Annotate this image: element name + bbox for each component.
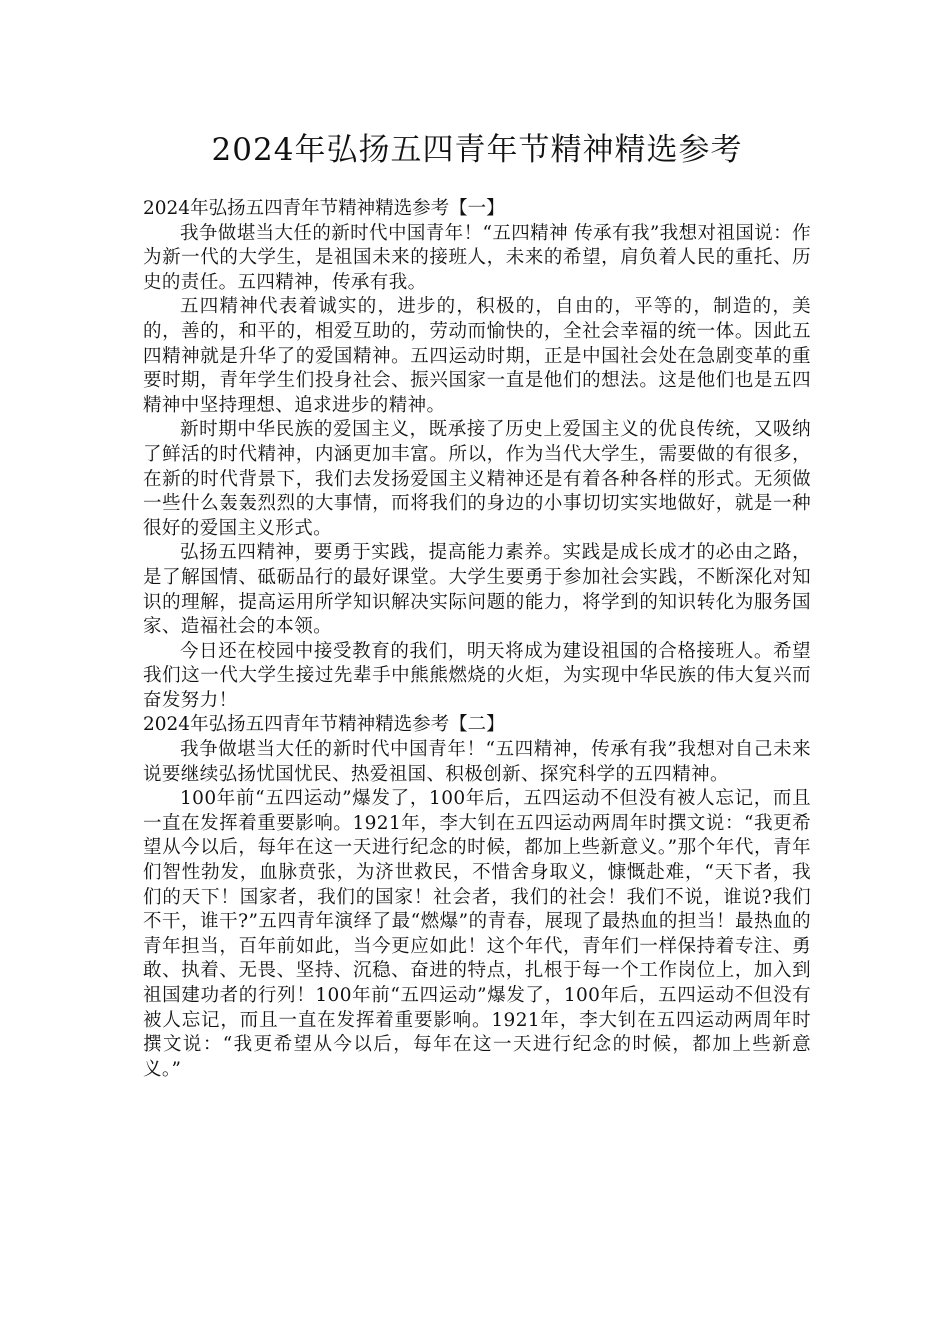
section-1-paragraph-3: 新时期中华民族的爱国主义，既承接了历史上爱国主义的优良传统，又吸纳了鲜活的时代精神，内涵更加丰富。所以，作为当代大学生，需要做的有很多，在新的时代背景下，我们去发扬爱国主义精神还是有着各种各样的形式。无须做一些什么轰轰烈烈的大事情，而将我们的身边的小事切切实实地做好，就是一种很好的爱国主义形式。 — [143, 419, 811, 539]
section-1-paragraph-1: 我争做堪当大任的新时代中国青年！“五四精神 传承有我”我想对祖国说：作为新一代的大学生，是祖国未来的接班人，未来的希望，肩负着人民的重托、历史的责任。五四精神，传承有我。 — [143, 222, 811, 293]
document-title: 2024年弘扬五四青年节精神精选参考 — [211, 132, 743, 168]
document-page — [143, 125, 811, 1082]
section-1 — [143, 197, 811, 713]
section-1-heading: 2024年弘扬五四青年节精神精选参考【一】 — [143, 198, 505, 219]
section-1-paragraph-5: 今日还在校园中接受教育的我们，明天将成为建设祖国的合格接班人。希望我们这一代大学生接过先辈手中熊熊燃烧的火炬，为实现中华民族的伟大复兴而奋发努力！ — [143, 640, 811, 711]
section-2-paragraph-2: 100年前“五四运动”爆发了，100年后，五四运动不但没有被人忘记，而且一直在发挥着重要影响。1921年，李大钊在五四运动两周年时撰文说：“我更希望从今以后，每年在这一天进行纪念的时候，都加上些新意义。”那个年代，青年们智性勃发，血脉贲张，为济世救民，不惜舍身取义，慷慨赴难，“天下者，我们的天下！国家者，我们的国家！社会者，我们的社会！我们不说，谁说?我们不干，谁干?”五四青年演绎了最“燃爆”的青春，展现了最热血的担当！最热血的青年担当，百年前如此，当今更应如此！这个年代，青年们一样保持着专注、勇敢、执着、无畏、坚持、沉稳、奋进的特点，扎根于每一个工作岗位上，加入到祖国建功者的行列！100年前“五四运动”爆发了，100年后，五四运动不但没有被人忘记，而且一直在发挥着重要影响。1921年，李大钊在五四运动两周年时撰文说：“我更希望从今以后，每年在这一天进行纪念的时候，都加上些新意义。” — [143, 788, 811, 1080]
section-2-paragraph-1: 我争做堪当大任的新时代中国青年！“五四精神，传承有我”我想对自己未来说要继续弘扬忧国忧民、热爱祖国、积极创新、探究科学的五四精神。 — [143, 739, 811, 785]
section-1-paragraph-4: 弘扬五四精神，要勇于实践，提高能力素养。实践是成长成才的必由之路，是了解国情、砥砺品行的最好课堂。大学生要勇于参加社会实践，不断深化对知识的理解，提高运用所学知识解决实际问题的能力，将学到的知识转化为服务国家、造福社会的本领。 — [143, 542, 811, 638]
section-2-heading: 2024年弘扬五四青年节精神精选参考【二】 — [143, 714, 505, 736]
section-1-paragraph-2: 五四精神代表着诚实的，进步的，积极的，自由的，平等的，制造的，美的，善的，和平的，相爱互助的，劳动而愉快的，全社会幸福的统一体。因此五四精神就是升华了的爱国精神。五四运动时期，正是中国社会处在急剧变革的重要时期，青年学生们投身社会、振兴国家一直是他们的想法。这是他们也是五四精神中坚持理想、追求进步的精神。 — [143, 296, 811, 416]
section-2 — [143, 713, 811, 1082]
